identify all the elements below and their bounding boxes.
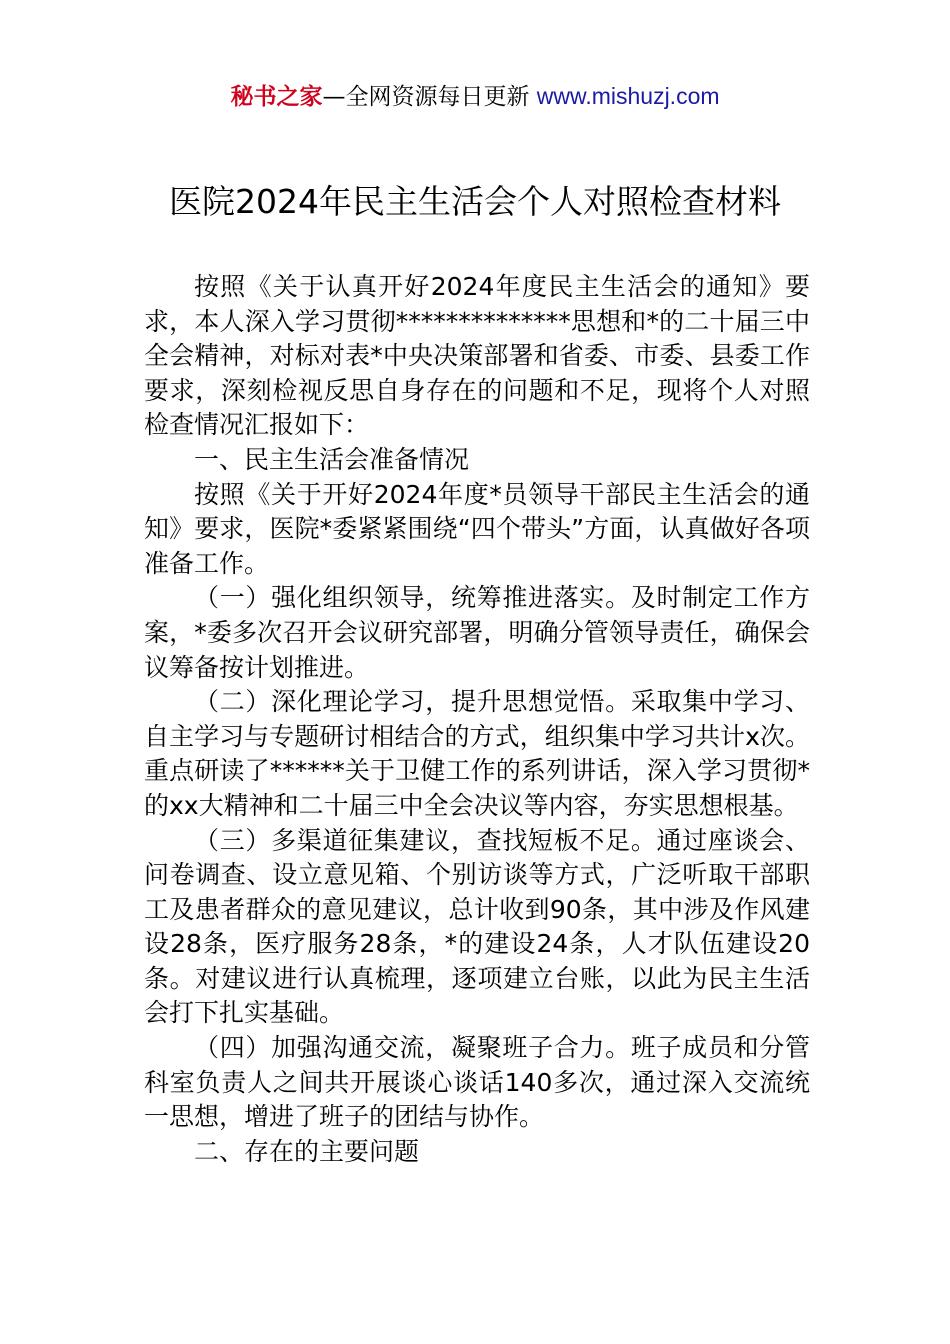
site-header — [0, 80, 950, 113]
body-paragraph: （三）多渠道征集建议，查找短板不足。通过座谈会、问卷调查、设立意见箱、个别访谈等方式，广泛听取干部职工及患者群众的意见建议，总计收到90条，其中涉及作风建设28条，医疗服务28条，*的建设24条，人才队伍建设20条。对建议进行认真梳理，逐项建立台账，以此为民主生活会打下扎实基础。 — [144, 825, 810, 1028]
section-heading-preparation: 一、民主生活会准备情况 — [194, 444, 470, 474]
section-heading-problems: 二、存在的主要问题 — [194, 1136, 420, 1166]
body-paragraph: （一）强化组织领导，统筹推进落实。及时制定工作方案，*委多次召开会议研究部署，明确分管领导责任，确保会议筹备按计划推进。 — [144, 583, 810, 682]
body-paragraph: （二）深化理论学习，提升思想觉悟。采取集中学习、自主学习与专题研讨相结合的方式，组织集中学习共计x次。重点研读了******关于卫健工作的系列讲话，深入学习贯彻*的xx大精神和二十届三中全会决议等内容，夯实思想根基。 — [144, 687, 810, 820]
site-url-link[interactable]: www.mishuzj.com — [536, 83, 720, 109]
document-title: 医院2024年民主生活会个人对照检查材料 — [169, 182, 781, 221]
site-tagline: —全网资源每日更新 — [322, 84, 537, 110]
site-name: 秘书之家 — [230, 84, 323, 110]
document-body — [144, 270, 810, 1169]
body-paragraph: （四）加强沟通交流，凝聚班子合力。班子成员和分管科室负责人之间共开展谈心谈话140多次，通过深入交流统一思想，增进了班子的团结与协作。 — [144, 1033, 810, 1132]
intro-paragraph: 按照《关于认真开好2024年度民主生活会的通知》要求，本人深入学习贯彻**************思想和*的二十届三中全会精神，对标对表*中央决策部署和省委、市委、县委工作要求，深刻检视反思自身存在的问题和不足，现将个人对照检查情况汇报如下： — [144, 272, 810, 440]
body-paragraph: 按照《关于开好2024年度*员领导干部民主生活会的通知》要求，医院*委紧紧围绕“四个带头”方面，认真做好各项准备工作。 — [144, 479, 810, 578]
